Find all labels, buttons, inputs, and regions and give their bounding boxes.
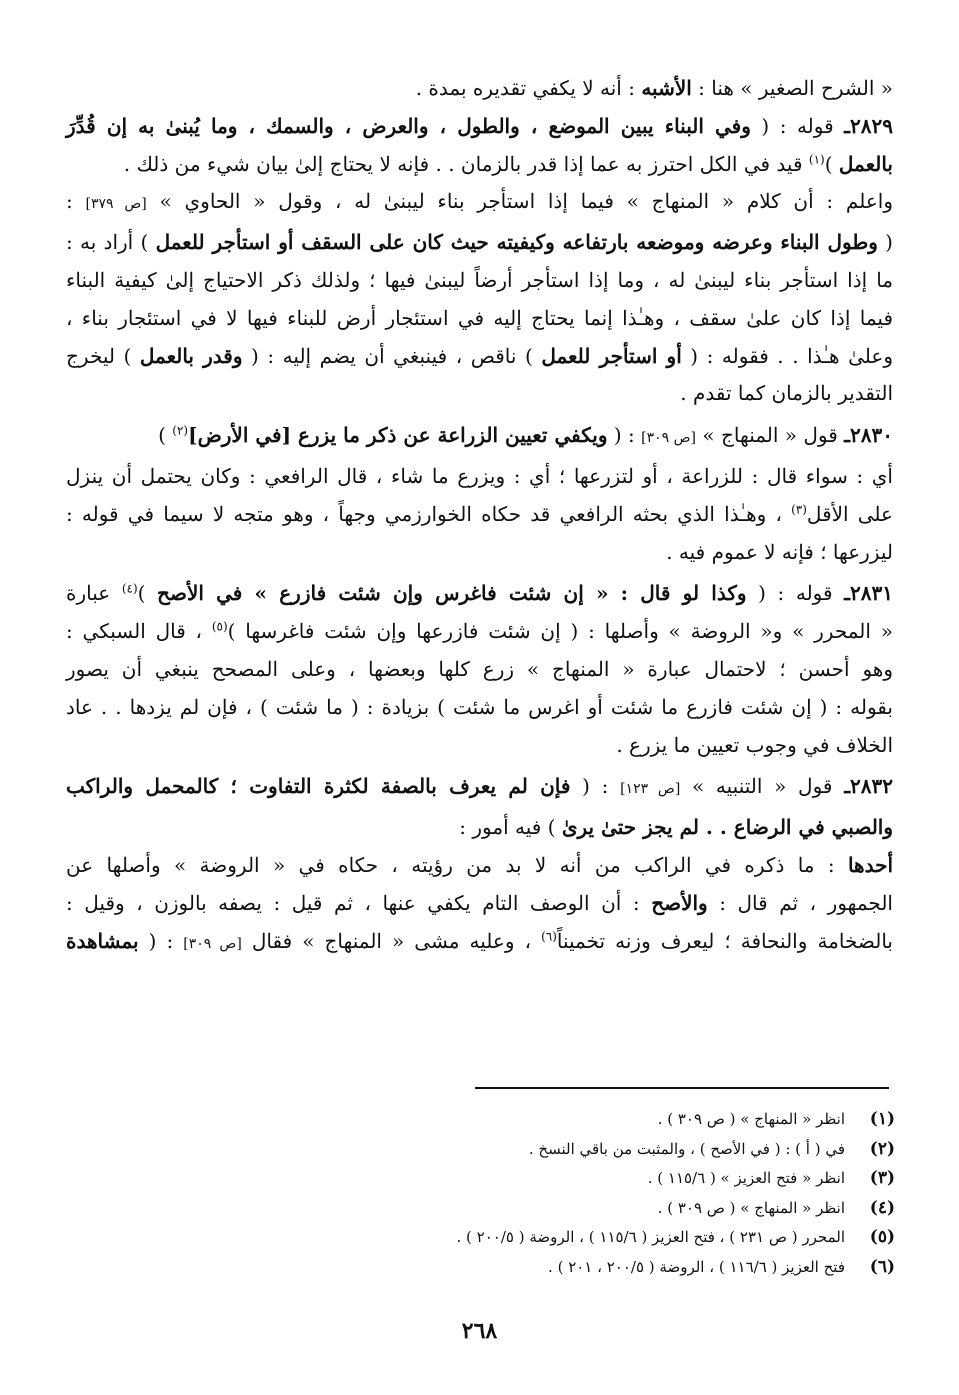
bold-quote: وفي البناء يبين الموضع ، والطول ، والعرض ، والسمك ، وما يُبنىٰ به إن قُدِّرَ bbox=[66, 113, 751, 138]
text-run: : bbox=[66, 189, 86, 214]
footnote-ref: (٣) bbox=[791, 502, 807, 517]
text-run: أي : سواء قال : للزراعة ، أو لتزرعها ؛ أي : ويزرع ما شاء ، قال الرافعي : وكان يحتمل أن ينزل bbox=[66, 463, 893, 488]
text-run: : أنه لا يكفي تقديره بمدة . bbox=[415, 76, 642, 100]
text-run: عبارة bbox=[66, 581, 122, 606]
footnote-divider bbox=[475, 1087, 889, 1089]
bold-quote: أحدها bbox=[847, 852, 893, 877]
text-run: ، وهـٰذا الذي بحثه الرافعي قد حكاه الخوارزمي وجهاً ، وهو متجه لا سيما في قوله : bbox=[66, 501, 792, 526]
text-run: فيما إذا كان علىٰ سقف ، وهـٰذا إنما يحتاج إليه في استئجار أرض للبناء فيها لا في استئجار بناء ، bbox=[66, 305, 893, 330]
footnote-item bbox=[66, 1223, 895, 1253]
text-run: الخلاف في وجوب تعيين ما يزرع . bbox=[616, 732, 893, 757]
footnote-number: (٢) bbox=[869, 1138, 895, 1159]
bold-quote: وقدر بالعمل bbox=[139, 343, 243, 368]
text-line bbox=[66, 417, 893, 458]
page-reference: [ص ٣٠٩] bbox=[641, 430, 697, 447]
text-line bbox=[66, 70, 893, 108]
bold-quote: والصبي في الرضاع . . لم يجز حتىٰ يرىٰ bbox=[561, 815, 893, 840]
footnote-number: (٦) bbox=[869, 1256, 895, 1277]
page-reference: [ص ٣٠٩] bbox=[183, 935, 242, 952]
text-run: وهو أحسن ؛ لاحتمال عبارة « المنهاج » زرع كلها وبعضها ، وعلى المصحح ينبغي أن يصور bbox=[66, 656, 893, 681]
text-line bbox=[66, 689, 893, 727]
page-number: ٢٦٨ bbox=[461, 1318, 498, 1344]
footnote-item bbox=[66, 1105, 895, 1135]
footnote-number: (٤) bbox=[869, 1197, 895, 1218]
text-run: « المحرر » و« الروضة » وأصلها : ( إن شئت فازرعها وإن شئت فاغرسها ) bbox=[227, 619, 893, 644]
text-run: : ( bbox=[607, 423, 642, 448]
text-run: الجمهور ، ثم قال : bbox=[707, 890, 893, 915]
text-line bbox=[66, 651, 893, 689]
footnote-number: (٥) bbox=[869, 1227, 895, 1247]
text-line bbox=[66, 534, 893, 572]
text-line bbox=[66, 338, 893, 376]
text-line bbox=[66, 146, 893, 184]
footnote-text: انظر « فتح العزيز » ( ١١٥/٦ ) . bbox=[647, 1169, 845, 1187]
text-run: ) bbox=[137, 581, 158, 606]
bold-quote: بمشاهدة bbox=[66, 928, 139, 953]
bold-quote: فإن لم يعرف بالصفة لكثرة التفاوت ؛ كالمحمل والراكب bbox=[66, 774, 571, 799]
text-line bbox=[66, 727, 893, 765]
footnotes bbox=[66, 1105, 895, 1282]
text-run: بالضخامة والنحافة ؛ ليعرف وزنه تخميناً bbox=[556, 928, 893, 953]
text-run: : ما ذكره في الراكب من أنه لا بد من رؤيته ، حكاه في « الروضة » وأصلها عن bbox=[66, 852, 848, 877]
footnote-text: المحرر ( ص ٢٣١ ) ، فتح العزيز ( ١١٥/٦ ) ، الروضة ( ٢٠٠/٥ ) . bbox=[456, 1228, 845, 1246]
main-text bbox=[66, 70, 893, 963]
footnote-item bbox=[66, 1135, 895, 1165]
bold-quote: أو استأجر للعمل bbox=[541, 343, 682, 368]
text-run: ، قال السبكي : bbox=[66, 619, 212, 644]
footnote-item bbox=[66, 1253, 895, 1283]
text-run: قوله : ( bbox=[750, 113, 845, 138]
text-run: ) bbox=[824, 151, 839, 176]
footnote-number: (١) bbox=[869, 1109, 895, 1129]
text-run: « الشرح الصغير » هنا : bbox=[691, 76, 893, 100]
text-line bbox=[66, 847, 893, 885]
text-run: ( bbox=[877, 230, 893, 255]
footnote-item bbox=[66, 1194, 895, 1224]
page-reference: [ص ١٢٣] bbox=[620, 781, 681, 798]
text-run: ما إذا استأجر بناء ليبنىٰ له ، وما إذا استأجر أرضاً ليبنىٰ فيها ؛ ولذلك ذكر الاحتياج إلىٰ كيفية البناء bbox=[66, 267, 893, 292]
text-line bbox=[66, 458, 893, 496]
text-run: التقدير بالزمان كما تقدم . bbox=[680, 381, 893, 406]
footnote-number: (٣) bbox=[869, 1168, 895, 1188]
bold-quote: وكذا لو قال : « إن شئت فاغرس وإن شئت فازرع » في الأصح bbox=[157, 581, 747, 606]
text-run: ) ناقص ، فينبغي أن يضم إليه : ( bbox=[242, 343, 542, 368]
footnote-ref: (٥) bbox=[211, 619, 228, 634]
footnote-text: انظر « المنهاج » ( ص ٣٠٩ ) . bbox=[657, 1198, 845, 1217]
footnote-text: فتح العزيز ( ١١٦/٦ ) ، الروضة ( ٢٠٠/٥ ، ٢٠١ ) . bbox=[548, 1257, 845, 1276]
bold-quote: ويكفي تعيين الزراعة عن ذكر ما يزرع [في الأرض] bbox=[188, 423, 608, 448]
bold-quote: ٢٨٢٩ـ bbox=[844, 113, 893, 138]
text-line bbox=[66, 262, 893, 300]
page-reference: [ص ٣٧٩] bbox=[85, 196, 147, 213]
text-run: قوله : ( bbox=[746, 581, 845, 606]
text-run: على الأقل bbox=[806, 501, 893, 526]
text-run: قيد في الكل احترز به عما إذا قدر بالزمان . . فإنه لا يحتاج إلىٰ بيان شيء من ذلك . bbox=[123, 151, 809, 176]
text-line bbox=[66, 613, 893, 651]
bold-quote: الأشبه bbox=[641, 76, 692, 100]
footnote-text: انظر « المنهاج » ( ص ٣٠٩ ) . bbox=[657, 1110, 845, 1128]
text-run: وعلىٰ هـٰذا . . فقوله : ( bbox=[681, 343, 893, 368]
text-run: ، وعليه مشى « المنهاج » فقال bbox=[241, 928, 542, 953]
text-line bbox=[66, 496, 893, 534]
footnote-text: في ( أ ) : ( في الأصح ) ، والمثبت من باقي النسخ . bbox=[528, 1139, 845, 1158]
text-line bbox=[66, 768, 893, 809]
text-run: : ( bbox=[570, 774, 621, 799]
text-run: ) فيه أمور : bbox=[459, 815, 562, 840]
text-run: ) أراد به : bbox=[66, 230, 156, 255]
text-run: قول « المنهاج » bbox=[696, 423, 845, 448]
text-line bbox=[66, 375, 893, 413]
text-run: ) ليخرج bbox=[66, 343, 140, 368]
text-line bbox=[66, 108, 893, 146]
text-line bbox=[66, 885, 893, 923]
text-line bbox=[66, 575, 893, 613]
bold-quote: والأصح bbox=[651, 890, 708, 915]
text-line bbox=[66, 224, 893, 262]
footnote-ref: (٤) bbox=[121, 581, 138, 596]
bold-quote: ٢٨٣٠ـ bbox=[844, 423, 893, 448]
footnote-ref: (٢) bbox=[172, 423, 189, 438]
text-run: : أن الوصف التام يكفي عنها ، ثم قيل : يصفه بالوزن ، وقيل : bbox=[66, 890, 652, 915]
text-run: ) bbox=[158, 423, 173, 448]
text-run: واعلم : أن كلام « المنهاج » فيما إذا استأجر بناء ليبنىٰ له ، وقول « الحاوي » bbox=[146, 189, 893, 214]
text-line bbox=[66, 300, 893, 338]
bold-quote: ٢٨٣٢ـ bbox=[844, 774, 894, 799]
text-line bbox=[66, 809, 893, 847]
text-run: قول « التنبيه » bbox=[680, 774, 845, 799]
text-line bbox=[66, 183, 893, 224]
text-run: : ( bbox=[138, 928, 184, 953]
bold-quote: وطول البناء وعرضه وموضعه بارتفاعه وكيفيته حيث كان على السقف أو استأجر للعمل bbox=[155, 230, 878, 255]
footnote-item bbox=[66, 1164, 895, 1194]
text-run: ليزرعها ؛ فإنه لا عموم فيه . bbox=[666, 539, 893, 564]
text-line bbox=[66, 923, 893, 964]
bold-quote: ٢٨٣١ـ bbox=[844, 581, 893, 606]
footnote-ref: (٦) bbox=[541, 928, 557, 943]
bold-quote: بالعمل bbox=[838, 151, 893, 176]
footnote-ref: (١) bbox=[808, 151, 825, 166]
text-run: بقوله : ( إن شئت فازرع ما شئت أو اغرس ما شئت ) بزيادة : ( ما شئت ) ، فإن لم يزدها . . عاد bbox=[66, 694, 893, 719]
